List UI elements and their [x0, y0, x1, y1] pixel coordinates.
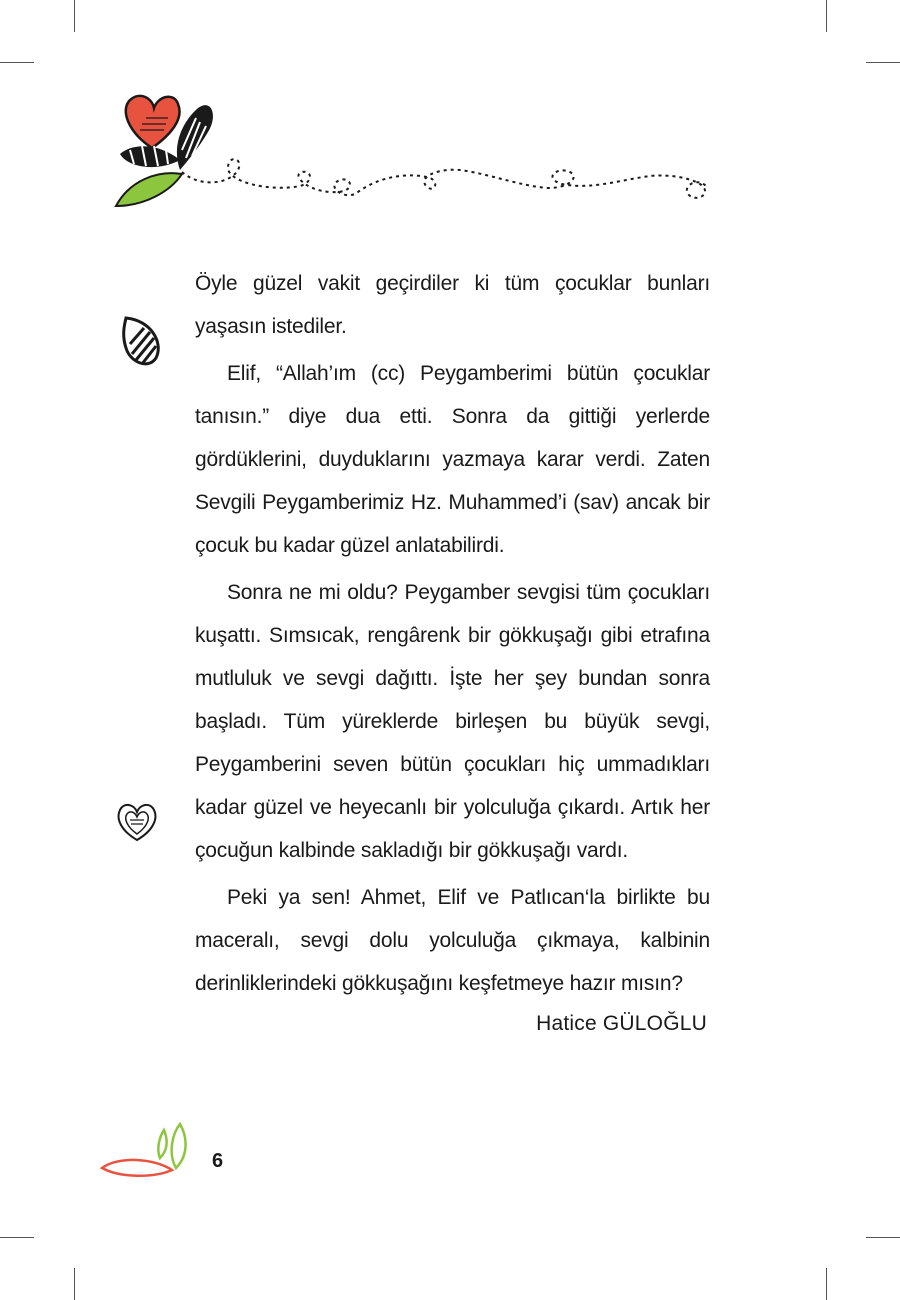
- crop-mark: [74, 0, 75, 32]
- crop-mark: [0, 62, 34, 63]
- striped-leaf-icon: [120, 314, 164, 368]
- heart-and-leaves-ornament-icon: [100, 88, 720, 218]
- crop-mark: [74, 1268, 75, 1300]
- paragraph: Sonra ne mi oldu? Peygamber sevgisi tüm çocukları kuşattı. Sımsıcak, rengârenk bir gökkuşağı gibi etrafına mutluluk ve sevgi dağıttı. İşte her şey bundan sonra başladı. Tüm yüreklerde birleşen bu büyük sevgi, Peygamberini seven bütün çocukları hiç ummadıkları kadar güzel ve heyecanlı bir yolculuğa çıkardı. Artık her çocuğun kalbinde sakladığı bir gökkuşağı vardı.: [195, 581, 710, 862]
- author-signature: Hatice GÜLOĞLU: [536, 1012, 707, 1035]
- crop-mark: [826, 1268, 827, 1300]
- crop-mark: [866, 62, 900, 63]
- paragraph: Peki ya sen! Ahmet, Elif ve Patlıcan‘la birlikte bu maceralı, sevgi dolu yolculuğa çıkmaya, kalbinin derinliklerindeki gökkuşağını keşfetmeye hazır mısın?: [195, 886, 710, 995]
- leaf-swirl-icon: [98, 1118, 208, 1183]
- body-text: [195, 262, 710, 1009]
- doodle-heart-icon: [114, 800, 160, 844]
- paragraph: Öyle güzel vakit geçirdiler ki tüm çocuklar bunları yaşasın istediler.: [195, 272, 710, 338]
- crop-mark: [866, 1237, 900, 1238]
- paragraph: Elif, “Allah’ım (cc) Peygamberimi bütün çocuklar tanısın.” diye dua etti. Sonra da gittiği yerlerde gördüklerini, duyduklarını yazmaya karar verdi. Zaten Sevgili Peygamberimiz Hz. Muhammed’i (sav) ancak bir çocuk bu kadar güzel anlatabilirdi.: [195, 362, 710, 557]
- crop-mark: [826, 0, 827, 32]
- page-number: 6: [212, 1150, 224, 1172]
- crop-mark: [0, 1237, 34, 1238]
